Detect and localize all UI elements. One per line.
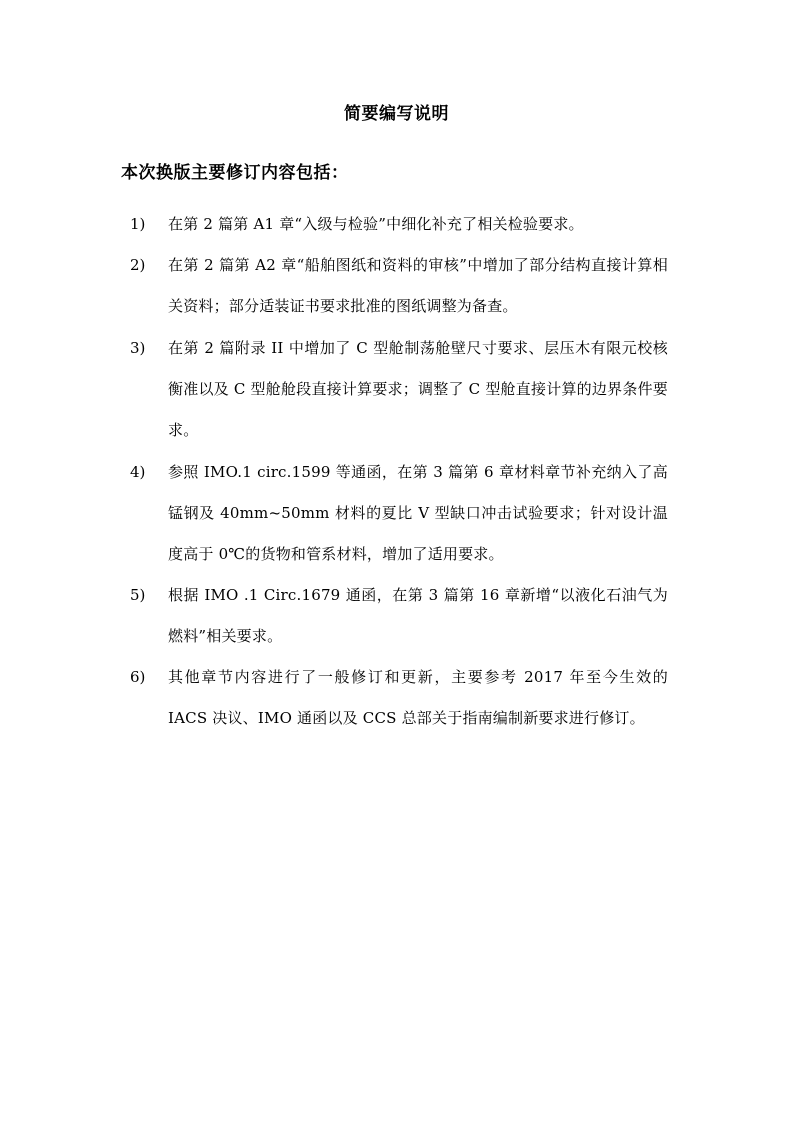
item-number: 1) <box>130 215 146 233</box>
intro-heading: 本次换版主要修订内容包括： <box>121 163 349 183</box>
item-number: 3) <box>130 339 146 357</box>
item-text: 根据 IMO .1 Circ.1679 通函，在第 3 篇第 16 章新增“以液化石油气为燃料”相关要求。 <box>168 586 668 645</box>
page-title: 简要编写说明 <box>344 104 449 124</box>
item-text: 在第 2 篇第 A1 章“入级与检验”中细化补充了相关检验要求。 <box>168 215 584 233</box>
item-text: 其他章节内容进行了一般修订和更新，主要参考 2017 年至今生效的 IACS 决议、IMO 通函以及 CCS 总部关于指南编制新要求进行修订。 <box>168 668 668 727</box>
item-text: 在第 2 篇第 A2 章“船舶图纸和资料的审核”中增加了部分结构直接计算相关资料；部分适装证书要求批准的图纸调整为备查。 <box>168 256 668 315</box>
item-number: 2) <box>130 256 146 274</box>
item-number: 4) <box>130 463 146 481</box>
item-number: 5) <box>130 586 146 604</box>
item-number: 6) <box>130 668 146 686</box>
item-text: 在第 2 篇附录 II 中增加了 C 型舱制荡舱壁尺寸要求、层压木有限元校核衡准以及 C 型舱舱段直接计算要求；调整了 C 型舱直接计算的边界条件要求。 <box>168 339 668 439</box>
item-text: 参照 IMO.1 circ.1599 等通函，在第 3 篇第 6 章材料章节补充纳入了高锰钢及 40mm~50mm 材料的夏比 V 型缺口冲击试验要求；针对设计温度高于 0℃的货物和管系材料，增加了适用要求。 <box>168 463 668 563</box>
